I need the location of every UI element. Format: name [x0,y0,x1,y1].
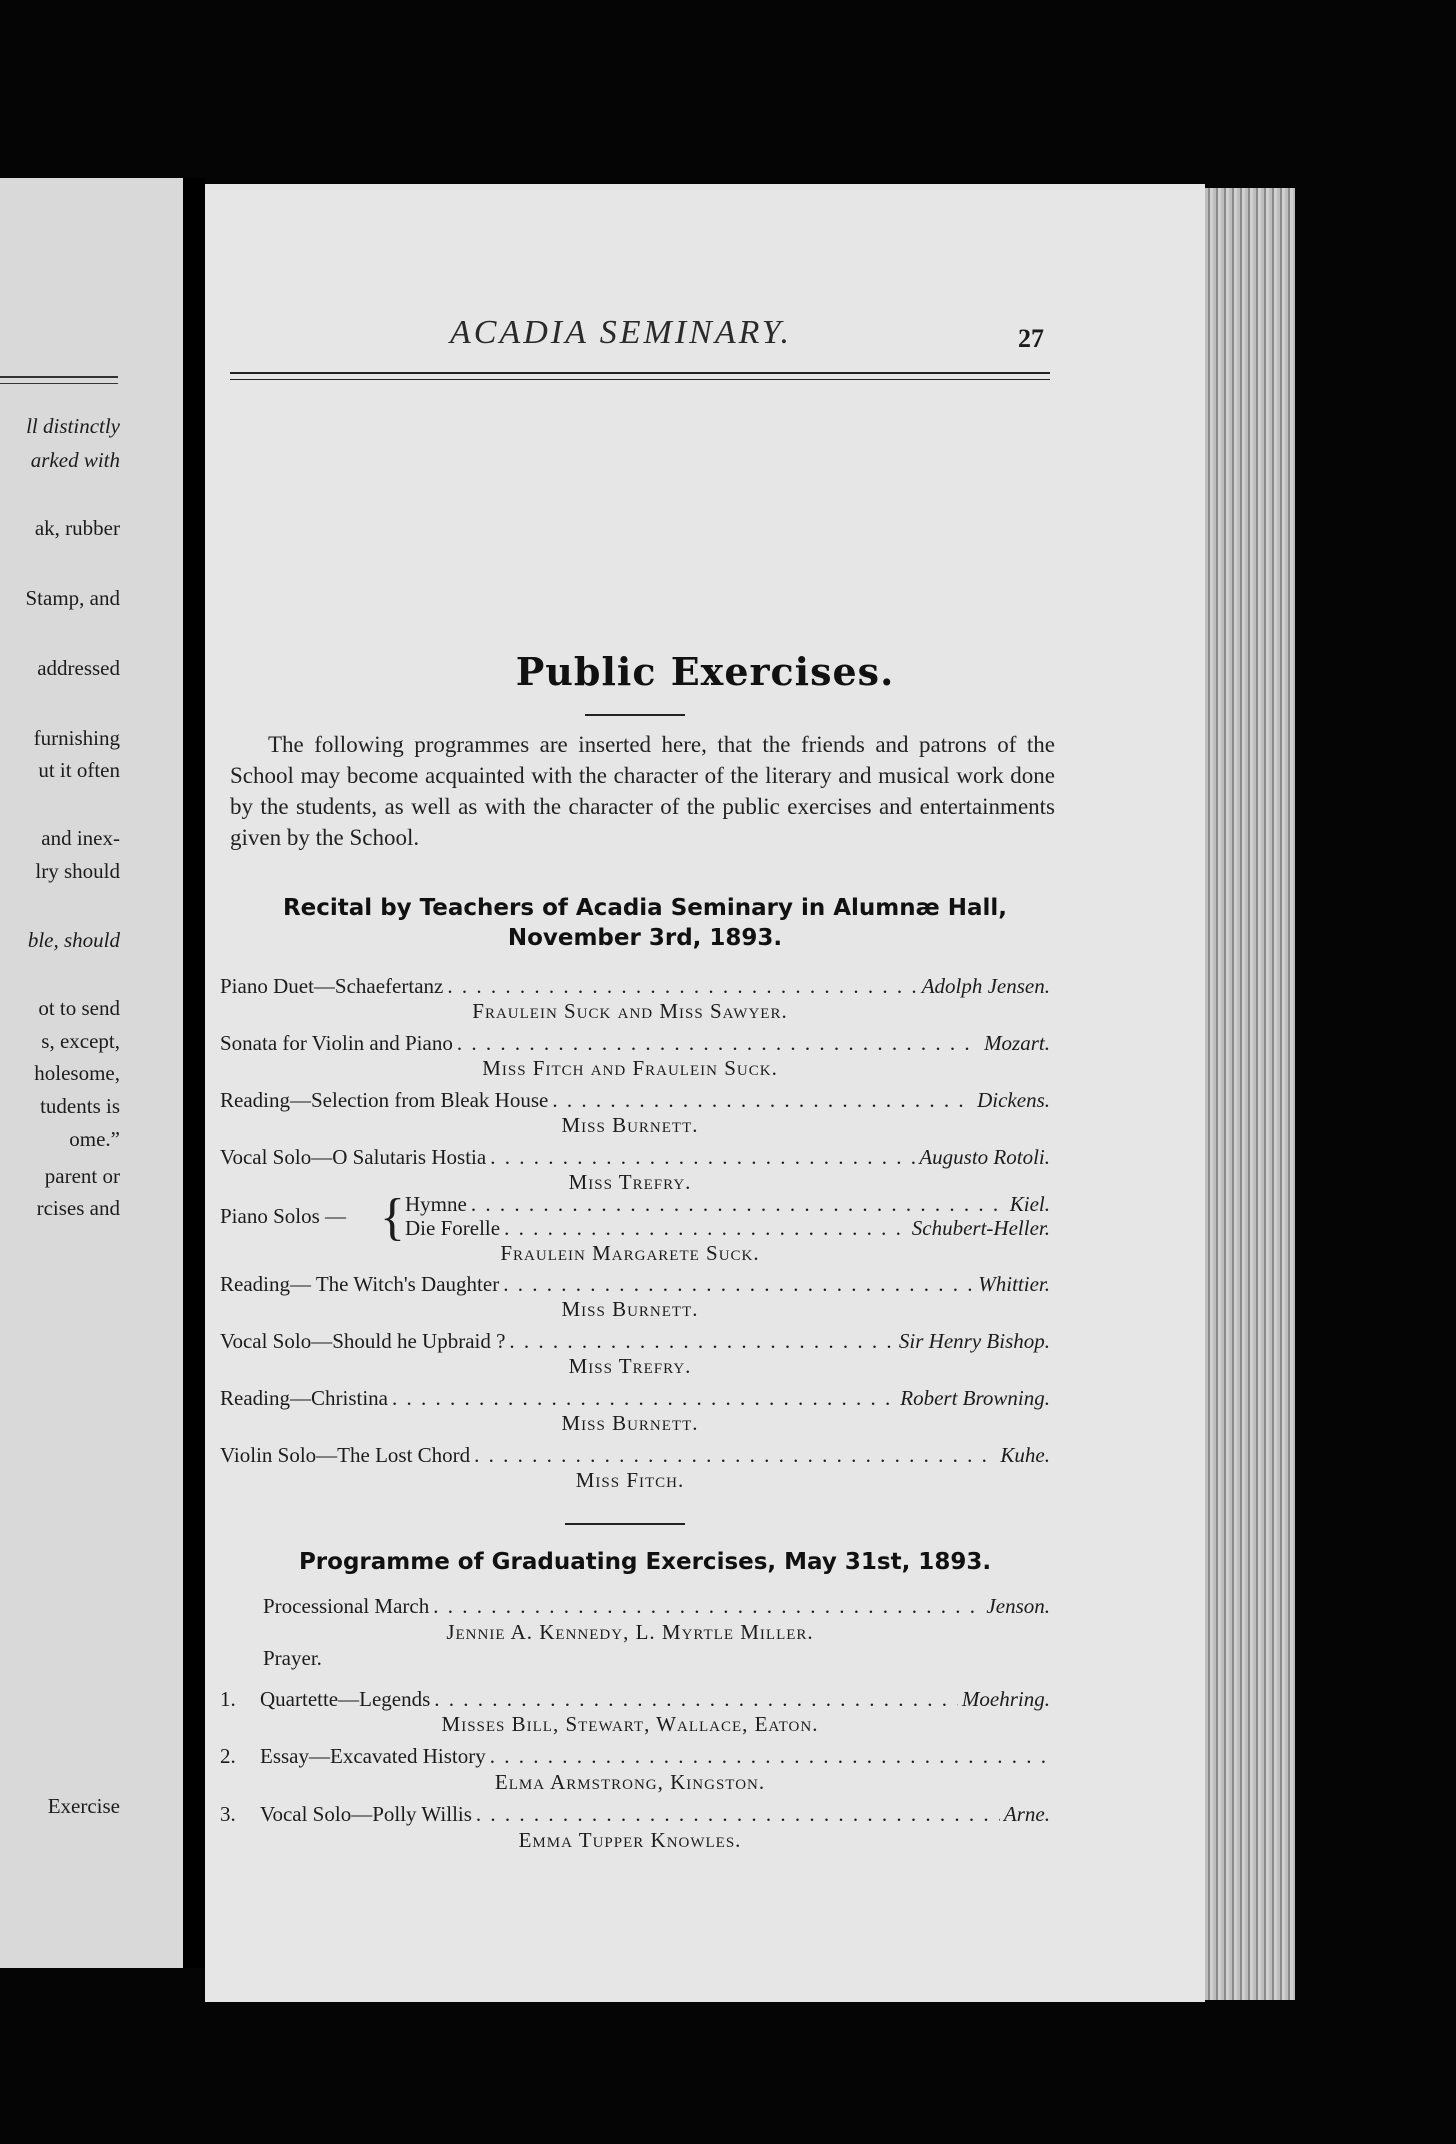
performer: Miss Burnett. [561,1297,699,1321]
composer: Sir Henry Bishop. [898,1329,1050,1353]
recital-title-line2: November 3rd, 1893. [507,925,783,951]
left-line: s, except, [41,1029,120,1053]
composer: Schubert-Heller. [911,1216,1050,1240]
leader-dots [457,1031,980,1056]
leader-dots [474,1443,996,1468]
leader-dots [434,1687,958,1712]
piece-title: Reading— The Witch's Daughter [220,1272,500,1296]
piece-title: Reading—Christina [220,1386,388,1410]
page-number: 27 [1018,324,1044,353]
performer: Miss Trefry. [568,1354,692,1378]
performer: Miss Burnett. [561,1113,699,1137]
left-line: holesome, [34,1061,120,1085]
composer: Kuhe. [1000,1443,1050,1467]
performer: Miss Trefry. [568,1170,692,1194]
leader-dots [490,1145,915,1170]
composer: Mozart. [984,1031,1050,1055]
intro-paragraph: The following programmes are inserted here, that the friends and patrons of the School may become acquainted with the character of the literary and musical work done by the students, as well as with the character of the public exercises and entertainments given by the School. [230,732,1055,850]
programme-item [220,1329,1050,1354]
title-rule [585,714,685,716]
page-edges [1205,188,1295,2000]
item-number: 1. [220,1687,236,1711]
composer: Dickens. [977,1088,1050,1112]
programme-item [263,1594,1050,1619]
section-divider [565,1523,685,1525]
graduating-title: Programme of Graduating Exercises, May 31st, 1893. [298,1549,992,1575]
programme-item [220,1145,1050,1170]
piece-title: Vocal Solo—O Salutaris Hostia [220,1145,487,1169]
programme-item [220,1443,1050,1468]
piano-solos-label: Piano Solos — [220,1204,347,1228]
left-page-rule [0,376,118,384]
composer: Augusto Rotoli. [919,1145,1050,1169]
performer: Emma Tupper Knowles. [518,1828,742,1852]
performer: Fraulein Margarete Suck. [500,1241,760,1265]
programme-item [220,1272,1050,1297]
leader-dots [476,1802,1000,1827]
programme-item [220,1802,1050,1827]
left-line: ak, rubber [34,516,120,540]
left-line: and inex- [41,826,120,850]
performer: Elma Armstrong, Kingston. [494,1770,766,1794]
left-line: ot to send [38,996,120,1020]
performer: Miss Fitch. [575,1468,685,1492]
left-line: arked with [30,448,120,472]
leader-dots [503,1272,974,1297]
left-line: ome.” [69,1127,120,1151]
right-page [205,184,1205,2002]
programme-item [220,1088,1050,1113]
leader-dots [471,1192,1006,1217]
left-line: furnishing [33,726,120,750]
leader-dots [504,1216,908,1241]
composer: Whittier. [978,1272,1050,1296]
leader-dots [447,974,917,999]
performer: Fraulein Suck and Miss Sawyer. [472,999,788,1023]
composer: Arne. [1003,1802,1050,1826]
left-page-fragment [0,178,183,1968]
leader-dots [392,1386,896,1411]
leader-dots [490,1744,1046,1769]
performer: Miss Fitch and Fraulein Suck. [482,1056,778,1080]
running-head: ACADIA SEMINARY. [450,314,793,351]
book-gutter [183,178,205,1968]
left-line: rcises and [36,1196,120,1220]
piece-title: Hymne [405,1192,467,1216]
programme-item [220,1031,1050,1056]
left-line: ut it often [38,758,120,782]
piece-title: Essay—Excavated History [260,1744,486,1768]
leader-dots [433,1594,982,1619]
performer: Jennie A. Kennedy, L. Myrtle Miller. [446,1620,814,1644]
composer: Kiel. [1009,1192,1050,1216]
piece-title: Quartette—Legends [260,1687,431,1711]
performer: Miss Burnett. [561,1411,699,1435]
left-line: ble, should [27,928,120,952]
header-rule [230,372,1050,380]
left-line: tudents is [40,1094,120,1118]
composer: Robert Browning. [900,1386,1050,1410]
item-number: 3. [220,1802,236,1826]
leader-dots [509,1329,895,1354]
piece-title: Piano Duet—Schaefertanz [220,974,444,998]
recital-title-line1: Recital by Teachers of Acadia Seminary in Alumnæ Hall, [282,895,1008,921]
composer: Moehring. [961,1687,1050,1711]
left-line: lry should [35,859,120,883]
piece-title: Reading—Selection from Bleak House [220,1088,549,1112]
composer: Adolph Jensen. [921,974,1050,998]
programme-item [220,1386,1050,1411]
piece-title: Sonata for Violin and Piano [220,1031,453,1055]
left-line: Stamp, and [25,586,120,610]
piece-title: Vocal Solo—Polly Willis [260,1802,472,1826]
performer: Misses Bill, Stewart, Wallace, Eaton. [441,1712,819,1736]
left-line: parent or [44,1164,120,1188]
brace-symbol: { [380,1189,405,1246]
programme-item [220,1744,1050,1769]
item-number: 2. [220,1744,236,1768]
programme-item [220,974,1050,999]
left-line: Exercise [47,1794,120,1818]
programme-item [220,1687,1050,1712]
piece-title: Violin Solo—The Lost Chord [220,1443,471,1467]
leader-dots [552,1088,973,1113]
left-line: addressed [37,656,120,680]
piece-title: Die Forelle [405,1216,501,1240]
programme-item [405,1192,1050,1217]
piece-title: Processional March [263,1594,430,1618]
programme-item [405,1216,1050,1241]
left-line: ll distinctly [26,414,120,438]
prayer: Prayer. [263,1646,322,1670]
section-title: Public Exercises. [515,649,895,694]
composer: Jenson. [986,1594,1050,1618]
piece-title: Vocal Solo—Should he Upbraid ? [220,1329,506,1353]
